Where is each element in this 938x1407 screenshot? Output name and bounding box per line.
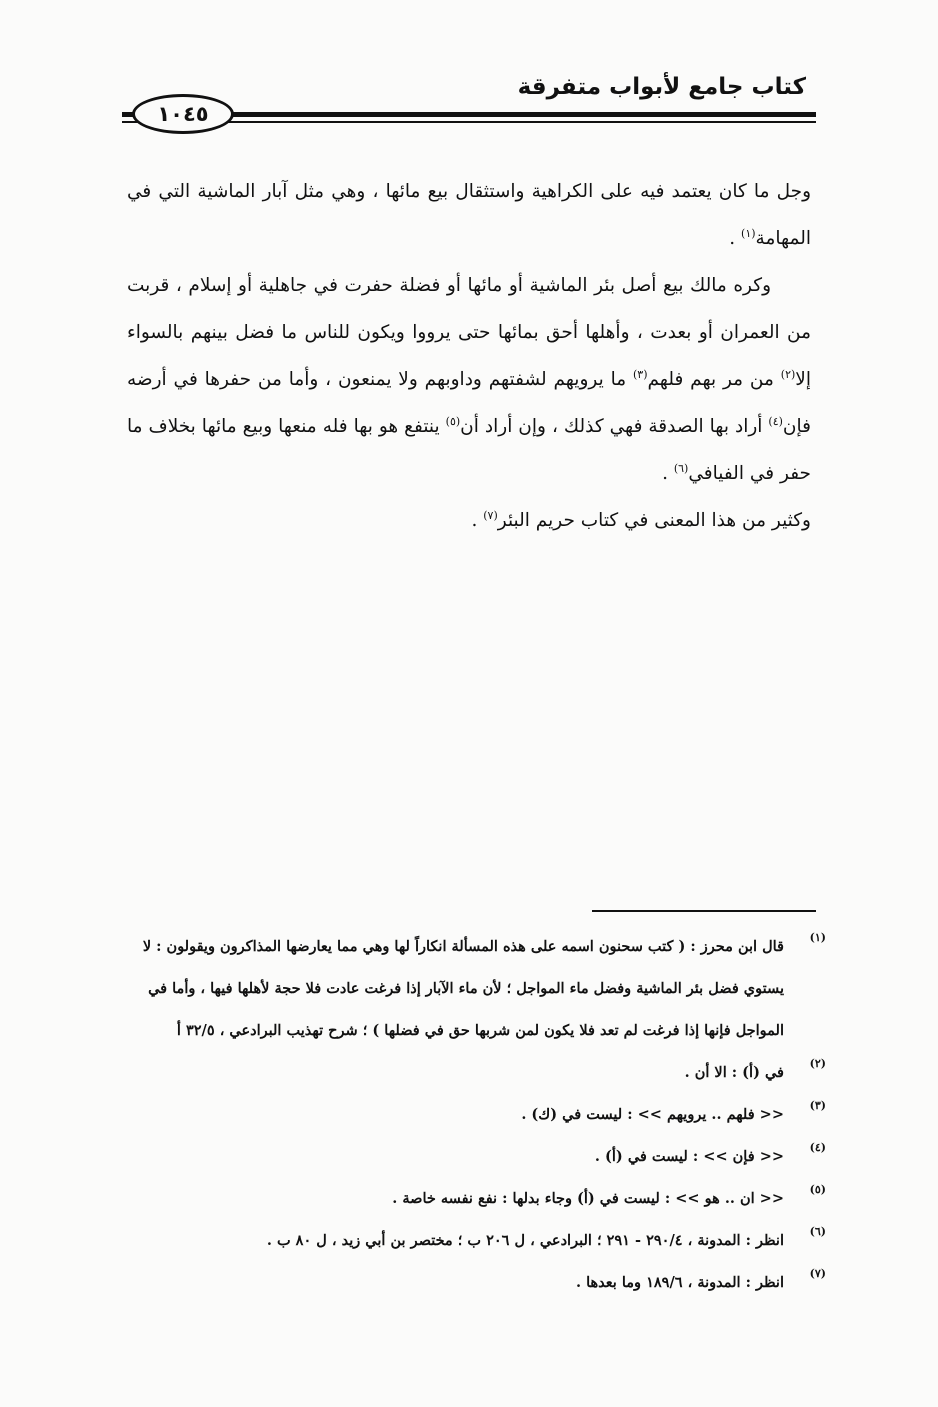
footnote-text: << فإن >> : ليست في (أ) . — [594, 1148, 784, 1165]
footnote-text: في (أ) : الا أن . — [684, 1064, 784, 1081]
body-line: ما يرويهم لشفتهم وداوبهم ولا يمنعون ، وأما من حفرها في أرضه فإن — [127, 369, 811, 437]
footnote-ref: (٦) — [673, 461, 689, 475]
footnote-number: (١) — [809, 931, 826, 944]
body-line: المهامة — [755, 228, 811, 249]
body-line: من مر بهم فلهم — [647, 369, 774, 390]
footnote-text: انظر : المدونة ، ٢٩٠/٤ - ٢٩١ ؛ البرادعي ، ل ٢٠٦ ب ؛ مختصر بن أبي زيد ، ل ٨٠ ب . — [266, 1232, 784, 1249]
footnote-ref: (٤) — [768, 414, 783, 428]
body-line: وكره مالك بيع أصل بئر الماشية أو مائها أو فضلة حفرت في جاهلية أو إسلام ، قربت من العمران أو بعدت ، وأهلها أحق بمائها حتى يرووا ويكون للناس ما فضل بينهم بالسواء إلا — [127, 275, 811, 390]
footnote-6 — [127, 1220, 826, 1262]
footnote-ref: (١) — [741, 226, 756, 240]
body-line: وجل ما كان يعتمد فيه على الكراهية واستثقال بيع مائها ، وهي مثل آبار الماشية التي في — [127, 181, 811, 202]
main-text — [127, 168, 811, 544]
footnote-text: << ان .. هو >> : ليست في (أ) وجاء بدلها : نفع نفسه خاصة . — [392, 1190, 784, 1207]
page-number: ١٠٤٥ — [132, 94, 234, 134]
footnote-text: << فلهم .. يرويهم >> : ليست في (ك) . — [521, 1106, 784, 1123]
body-line: وكثير من هذا المعنى في كتاب حريم البئر — [497, 510, 811, 531]
footnote-number: (٤) — [809, 1141, 826, 1154]
footnote-number: (٣) — [809, 1099, 826, 1112]
footnote-7 — [127, 1262, 826, 1304]
footnote-number: (٦) — [809, 1225, 826, 1238]
body-line: أراد بها الصدقة فهي كذلك ، وإن أراد أن — [460, 416, 763, 437]
footnote-3 — [127, 1094, 826, 1136]
footnote-separator — [592, 910, 816, 912]
footnote-ref: (٧) — [483, 508, 498, 522]
footnote-text: انظر : المدونة ، ١٨٩/٦ وما بعدها . — [576, 1274, 784, 1291]
footnote-ref: (٣) — [632, 367, 648, 381]
footnote-2 — [127, 1052, 826, 1094]
body-line: ينتفع هو بها فله منعها وبيع مائها بخلاف ما حفر في الفيافي — [127, 416, 811, 484]
footnote-number: (٧) — [809, 1267, 826, 1280]
paragraph-3: وكثير من هذا المعنى في كتاب حريم البئر$^{(٧)}$ . — [471, 508, 811, 531]
footnote-4 — [127, 1136, 826, 1178]
footnote-text: قال ابن محرز : ( كتب سحنون اسمه على هذه المسألة انكاراً لها وهي مما يعارضها المذاكرون ويقولون : لا يستوي فضل بئر الماشية وفضل ماء المواجل ؛ لأن ماء الآبار إذا فرغت عادت فلا حجة لأهلها فيها ، وأما في المواجل فإنها إذا فرغت لم تعد فلا يكون لمن شربها حق في فضلها ) ؛ شرح تهذيب البرادعي ، ٣٢/٥ أ — [142, 938, 784, 1039]
footnote-ref: (٥) — [445, 414, 461, 428]
footnotes — [127, 926, 826, 1304]
footnote-5 — [127, 1178, 826, 1220]
paragraph-1: وجل ما كان يعتمد فيه على الكراهية واستثقال بيع مائها ، وهي مثل آبار الماشية التي في المهامة$^{(١)}$ . — [127, 181, 811, 249]
paragraph-2: وكره مالك بيع أصل بئر الماشية أو مائها أو فضلة حفرت في جاهلية أو إسلام ، قربت من العمران أو بعدت ، وأهلها أحق بمائها حتى يرووا ويكون للناس ما فضل بينهم بالسواء إلا$^{(٢)}$ من مر بهم فلهم$^{(٣)}$ ما يرويهم لشفتهم وداوبهم ولا يمنعون ، وأما من حفرها في أرضه فإن$^{(٤)}$ أراد بها الصدقة فهي كذلك ، وإن أراد أن$^{(٥)}$ ينتفع هو بها فله منعها وبيع مائها بخلاف ما حفر في الفيافي$^{(٦)}$ . — [127, 275, 811, 484]
footnote-ref: (٢) — [780, 367, 796, 381]
footnote-number: (٢) — [809, 1057, 826, 1070]
running-header-title: كتاب جامع لأبواب متفرقة — [517, 74, 806, 100]
footnote-1 — [127, 926, 826, 1052]
footnote-number: (٥) — [809, 1183, 826, 1196]
